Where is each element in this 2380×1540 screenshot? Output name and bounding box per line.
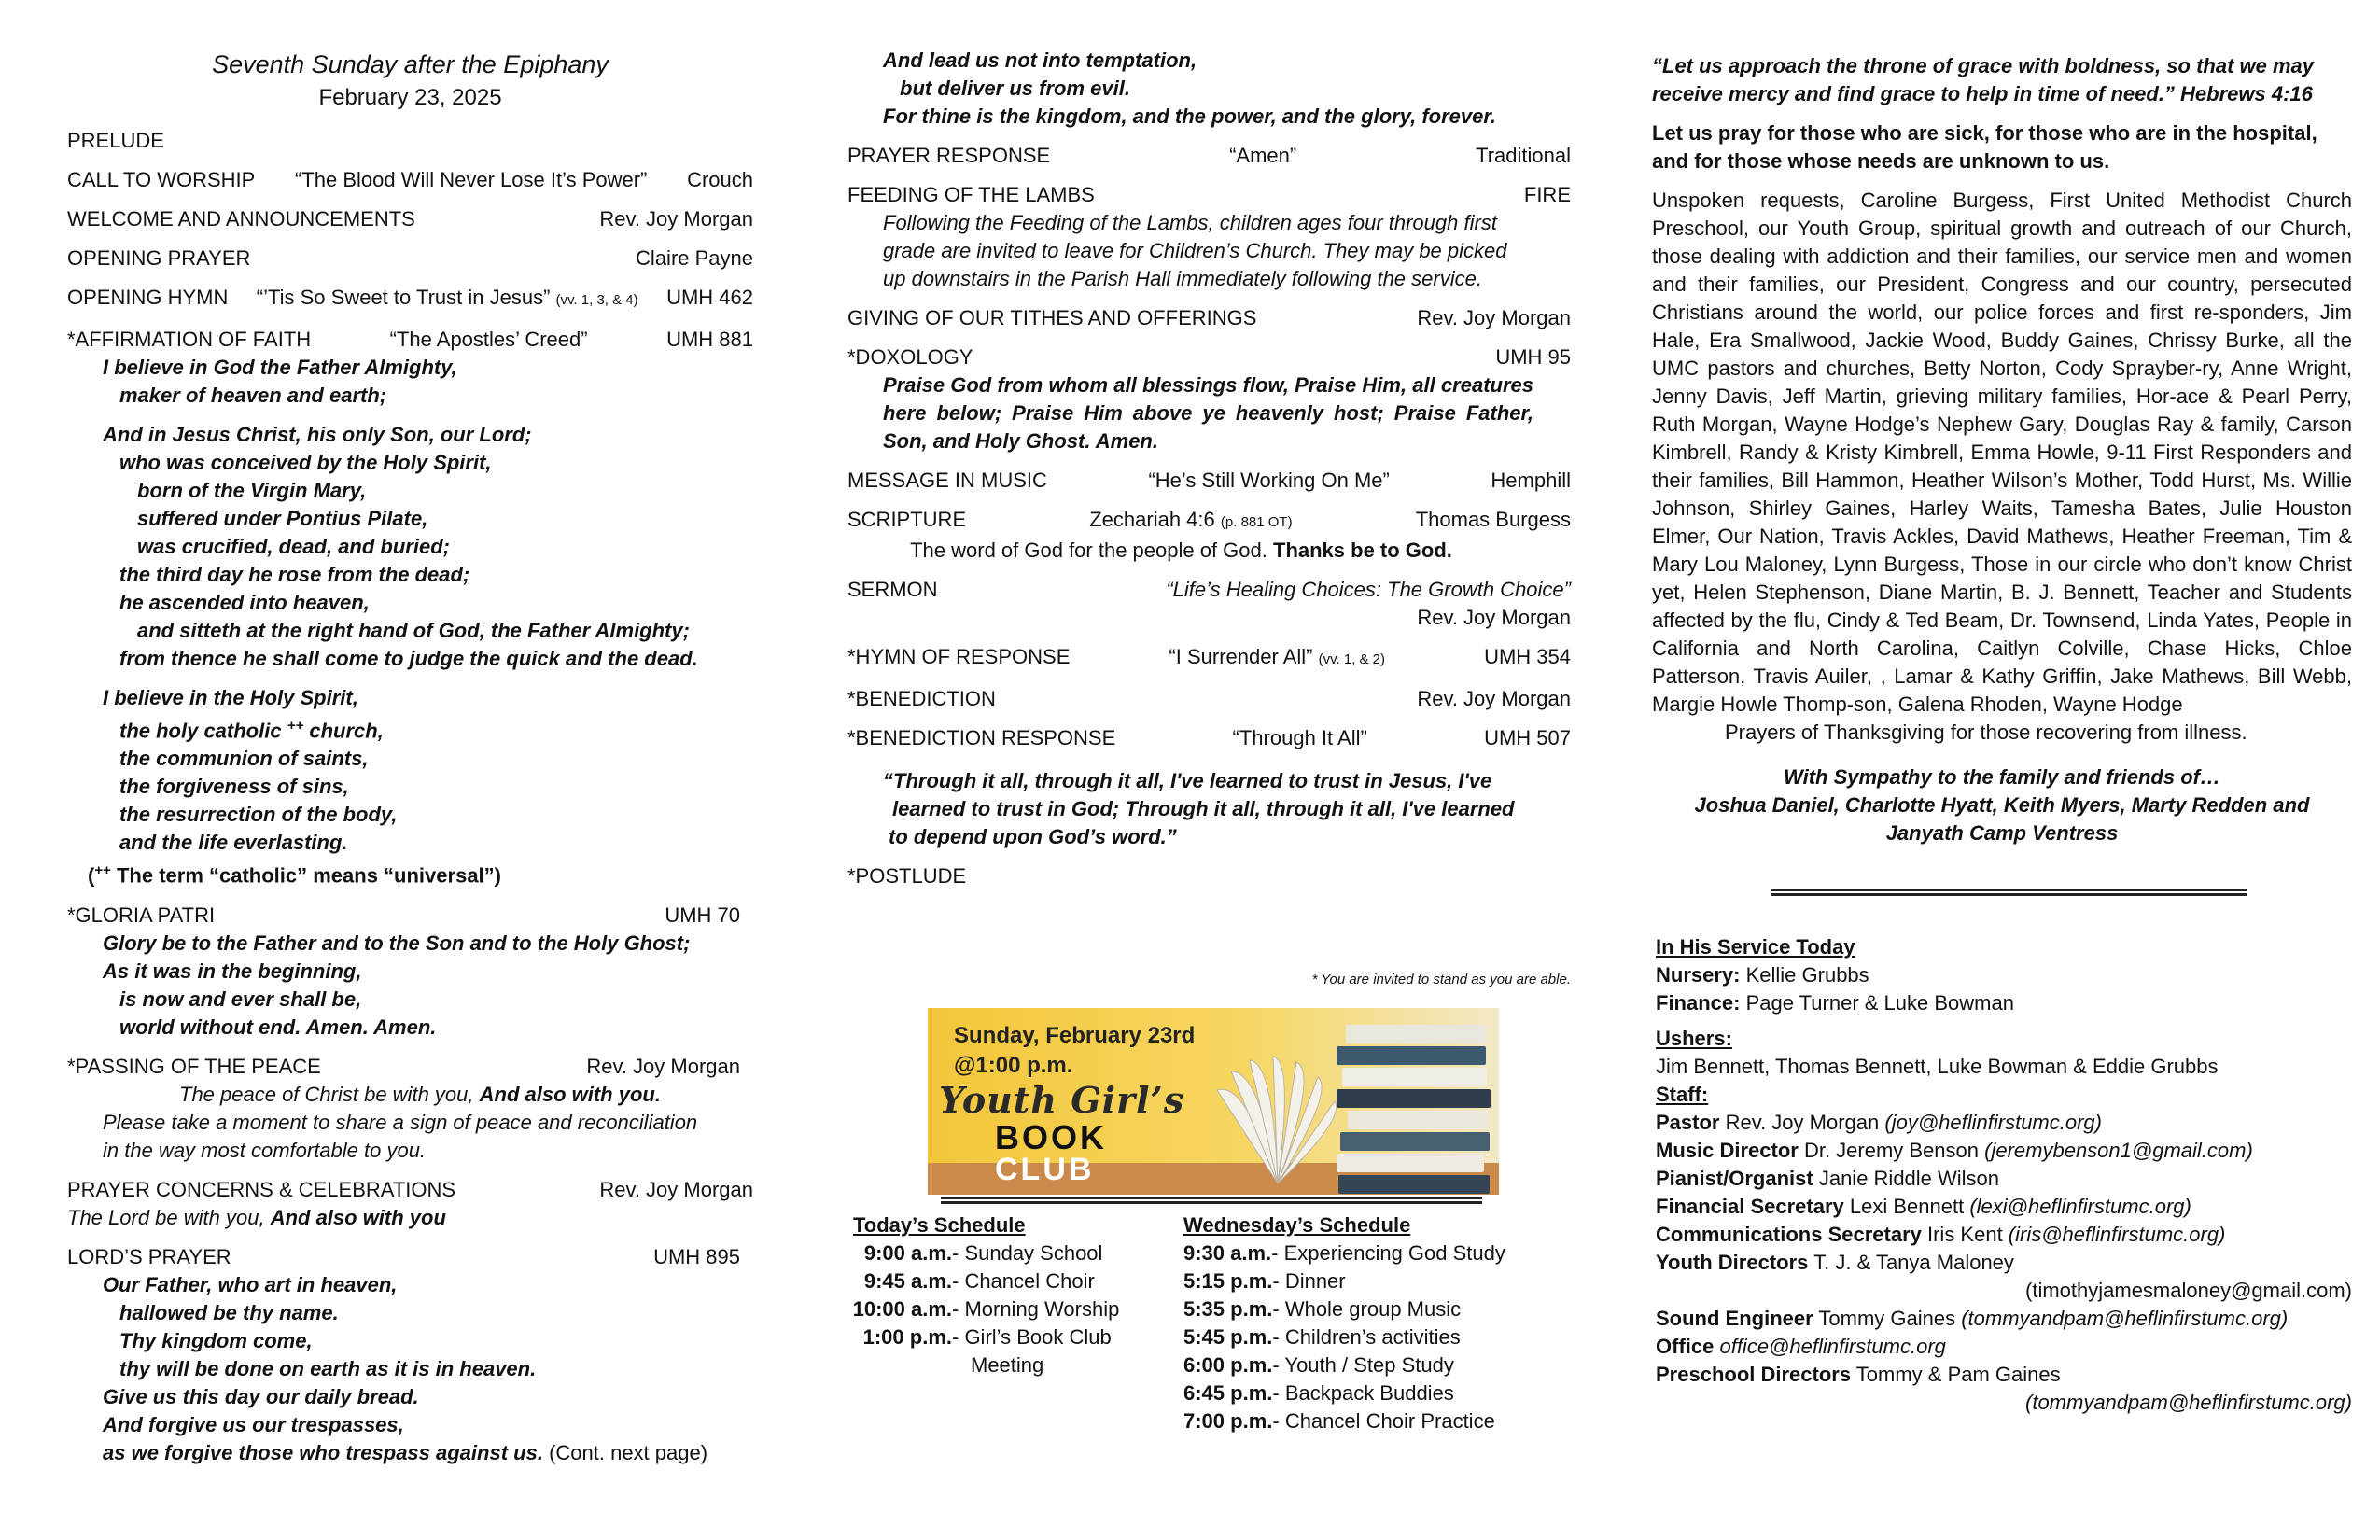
schedule-heading: Wednesday’s Schedule — [1183, 1213, 1411, 1237]
concerns-response: The Lord be with you, And also with you — [67, 1205, 446, 1229]
apostles-creed — [67, 354, 753, 890]
feeding-text: Following the Feeding of the Lambs, children ages four through first grade are invited to leave for Children’s Church. They may be picked up downstairs in the Parish Hall immediately following the service. — [883, 211, 1507, 290]
creed-line: And in Jesus Christ, his only Son, our Lord; — [103, 423, 532, 446]
creed-line: the forgiveness of sins, — [119, 775, 349, 799]
scripture — [847, 506, 1571, 537]
creed-line: the holy catholic ++ church, — [119, 718, 384, 743]
item-leader: Traditional — [1476, 144, 1571, 167]
schedule-item: 1:00 p.m. - Girl’s Book Club — [862, 1325, 1112, 1349]
schedule-item-wrap: Meeting — [971, 1353, 1044, 1377]
hymn-number: UMH 354 — [1484, 645, 1571, 668]
peace-response: The peace of Christ be with you, And also with you. — [179, 1082, 661, 1106]
item-title: “Through It All” — [1232, 726, 1367, 749]
section-heading: In His Service Today — [1656, 935, 1855, 959]
passing-of-peace — [67, 1053, 753, 1081]
hymn-of-response — [847, 643, 1571, 674]
sympathy-heading: With Sympathy to the family and friends of… — [1784, 765, 2220, 789]
wednesday-schedule — [1183, 1211, 1505, 1435]
item-title: “The Blood Will Never Lose It’s Power” — [294, 168, 648, 191]
doxology — [847, 343, 1571, 371]
schedule-item: 5:15 p.m. - Dinner — [1183, 1269, 1346, 1293]
schedule-item: 9:00 a.m. - Sunday School — [863, 1241, 1103, 1265]
staff-line: Sound Engineer Tommy Gaines (tommyandpam@heflinfirstumc.org) — [1656, 1307, 2289, 1330]
item-leader: Hemphill — [1491, 469, 1571, 492]
lords-prayer-continued: And lead us not into temptation, but deliver us from evil. For thine is the kingdom, and the power, and the glory, forever. — [883, 49, 1496, 128]
opening-prayer — [67, 245, 753, 273]
prayer-intro: Let us pray for those who are sick, for those who are in the hospital, and for those whose needs are unknown to us. — [1652, 121, 2317, 173]
stand-note: * You are invited to stand as you are able. — [1311, 972, 1571, 987]
sermon-title: “Life’s Healing Choices: The Growth Choice” — [1166, 578, 1571, 601]
preschool-email: (tommyandpam@heflinfirstumc.org) — [2025, 1391, 2352, 1414]
opening-hymn — [67, 284, 753, 315]
schedule-item: 7:00 p.m. - Chancel Choir Practice — [1183, 1409, 1495, 1433]
item-leader: Claire Payne — [636, 246, 753, 270]
hymn-number: UMH 70 — [665, 903, 740, 927]
staff-line: Music Director Dr. Jeremy Benson (jeremybenson1@gmail.com) — [1656, 1139, 2253, 1162]
hymn-number: UMH 895 — [653, 1244, 740, 1268]
hymn-number: UMH 95 — [1495, 345, 1571, 369]
call-to-worship — [67, 166, 753, 194]
item-label: *PASSING OF THE PEACE — [67, 1054, 321, 1078]
creed-line: he ascended into heaven, — [119, 591, 370, 614]
staff-line: Pianist/Organist Janie Riddle Wilson — [1656, 1167, 2000, 1190]
schedule-item: 6:00 p.m. - Youth / Step Study — [1183, 1353, 1454, 1377]
creed-line: I believe in God the Father Almighty, — [103, 356, 457, 379]
item-label: *AFFIRMATION OF FAITH — [67, 328, 312, 351]
postlude: *POSTLUDE — [847, 864, 967, 888]
item-label: FEEDING OF THE LAMBS — [847, 183, 1095, 206]
column-prayers-and-staff — [1652, 47, 2352, 1417]
item-label: GIVING OF OUR TITHES AND OFFERINGS — [847, 306, 1257, 329]
gloria-text: Glory be to the Father and to the Son and to the Holy Ghost; As it was in the beginning, is now and ever shall be, world without end. Amen. Amen. — [103, 931, 691, 1039]
item-label: *GLORIA PATRI — [67, 903, 216, 927]
banner-club: CLUB — [995, 1152, 1095, 1187]
message-in-music — [847, 467, 1571, 495]
item-label: *HYMN OF RESPONSE — [847, 645, 1071, 668]
hymn-verses: (vv. 1, & 2) — [1318, 651, 1386, 667]
creed-line: I believe in the Holy Spirit, — [103, 686, 358, 709]
creed-line: the third day he rose from the dead; — [119, 563, 470, 586]
item-title: “’Tis So Sweet to Trust in Jesus” — [256, 286, 551, 309]
item-leader: Crouch — [687, 168, 753, 191]
staff-line: Communications Secretary Iris Kent (iris@heflinfirstumc.org) — [1656, 1223, 2226, 1246]
divider — [1771, 889, 2247, 896]
today-schedule — [847, 1211, 1183, 1435]
catholic-footnote: (++ The term “catholic” means “universal”) — [88, 862, 501, 888]
peace-instruction: Please take a moment to share a sign of peace and reconciliation — [103, 1110, 698, 1134]
welcome-announcements — [67, 205, 753, 233]
item-label: SCRIPTURE — [847, 508, 967, 531]
banner-book: BOOK — [995, 1118, 1107, 1156]
lords-prayer-text: Our Father, who art in heaven, hallowed be thy name. Thy kingdom come, thy will be done on earth as it is in heaven. Give us this day our daily bread. And forgive us our trespasses, as we forgive those who trespass against us. (Cont. next page) — [103, 1272, 708, 1464]
benediction — [847, 685, 1571, 713]
gloria-patri — [67, 902, 753, 930]
item-title: “Amen” — [1229, 144, 1297, 167]
hymn-number: UMH 881 — [666, 328, 753, 351]
item-leader: Rev. Joy Morgan — [586, 1054, 740, 1078]
sermon — [847, 576, 1571, 604]
scripture-response: The word of God for the people of God. Thanks be to God. — [910, 539, 1452, 562]
lords-prayer — [67, 1243, 753, 1271]
staff-line: Youth Directors T. J. & Tanya Maloney — [1656, 1251, 2014, 1274]
ushers-list: Jim Bennett, Thomas Bennett, Luke Bowman & Eddie Grubbs — [1656, 1055, 2219, 1078]
finance-line: Finance: Page Turner & Luke Bowman — [1656, 991, 2014, 1015]
item-label: MESSAGE IN MUSIC — [847, 469, 1047, 492]
benediction-response — [847, 724, 1571, 752]
creed-line: and sitteth at the right hand of God, the Father Almighty; — [137, 619, 690, 642]
service-date: February 23, 2025 — [318, 85, 502, 110]
sympathy-names: Janyath Camp Ventress — [1885, 821, 2119, 845]
schedule-item: 5:45 p.m. - Children’s activities — [1183, 1325, 1461, 1349]
item-leader: Rev. Joy Morgan — [599, 207, 753, 231]
scripture-page: (p. 881 OT) — [1220, 514, 1293, 530]
benediction-lyrics: “Through it all, through it all, I've learned to trust in Jesus, I've learned to trust in God; Through it all, through it all, I've learned to depend upon God’s word.” — [883, 769, 1515, 848]
creed-line: the resurrection of the body, — [119, 803, 398, 827]
prelude: PRELUDE — [67, 129, 164, 152]
service-today — [1652, 933, 2352, 1417]
hymn-number: UMH 462 — [666, 286, 753, 309]
item-label: PRAYER CONCERNS & CELEBRATIONS — [67, 1177, 456, 1201]
staff-line: Preschool Directors Tommy & Pam Gaines — [1656, 1363, 2061, 1386]
footnote-mark: ++ — [287, 718, 304, 734]
creed-line: maker of heaven and earth; — [119, 384, 387, 407]
banner-script-title: Youth Girl’s — [939, 1079, 1185, 1121]
creed-line: from thence he shall come to judge the quick and the dead. — [119, 647, 698, 670]
thanksgiving-note: Prayers of Thanksgiving for those recovering from illness. — [1725, 721, 2247, 744]
section-heading: Ushers: — [1656, 1027, 1732, 1050]
schedule-item: 10:00 a.m. - Morning Worship — [852, 1297, 1120, 1321]
item-leader: Rev. Joy Morgan — [1417, 306, 1571, 329]
book-stack-icon — [1337, 1025, 1495, 1195]
affirmation-of-faith — [67, 326, 753, 354]
item-title: “The Apostles’ Creed” — [389, 328, 588, 351]
item-label: CALL TO WORSHIP — [67, 168, 256, 191]
sympathy-names: Joshua Daniel, Charlotte Hyatt, Keith Myers, Marty Redden and — [1694, 793, 2310, 817]
creed-line: was crucified, dead, and buried; — [137, 535, 450, 558]
creed-line: born of the Virgin Mary, — [137, 479, 367, 502]
feeding-of-lambs — [847, 181, 1571, 209]
continued-note: (Cont. next page) — [549, 1440, 708, 1464]
peace-instruction: in the way most comfortable to you. — [103, 1138, 427, 1162]
youth-email: (timothyjamesmaloney@gmail.com) — [2025, 1279, 2352, 1302]
page-title: Seventh Sunday after the Epiphany — [212, 50, 609, 78]
schedule-item: 6:45 p.m. - Backpack Buddies — [1183, 1381, 1454, 1405]
scripture-verse: “Let us approach the throne of grace with boldness, so that we may receive mercy and find grace to help in time of need.” Hebrews 4:16 — [1652, 54, 2315, 105]
column-order-of-worship — [67, 47, 753, 1467]
schedule-heading: Today’s Schedule — [853, 1213, 1026, 1237]
nursery-line: Nursery: Kellie Grubbs — [1656, 963, 1869, 987]
item-label: OPENING HYMN — [67, 286, 229, 309]
book-club-banner — [928, 1008, 1499, 1195]
prayer-concerns — [67, 1176, 753, 1204]
item-label: SERMON — [847, 578, 938, 601]
divider — [941, 1197, 1482, 1204]
prayer-requests: Unspoken requests, Caroline Burgess, First United Methodist Church Preschool, our Youth Group, spiritual growth and outreach of our Church, those dealing with addiction and their families, our service men and women and their families, our President, Congress and our country, persecuted Christians around the world, our police forces and first re-sponders, Jim Hale, Era Smallwood, Jackie Wood, Buddy Gaines, Chrissy Burke, all the UMC pastors and churches, Betty Norton, Cody Sprayber-ry, Anne Wright, Jenny Davis, Jeff Martin, grieving military families, Hor-ace & Pearl Perry, Ruth Morgan, Wayne Hodge’s Nephew Gary, Douglas Ray & family, Carson Kimbrell, Randy & Kristy Kimbrell, Emma Howle, 9-11 First Responders and their families, Bill Hammon, Heather Wilson’s Mother, Todd Hurst, Ms. Willie Johnson, Shirley Gaines, Harley Waits, Tamesha Bates, Julie Houston Elmer, Our Nation, Travis Ackles, David Mathews, Heather Freeman, Tim & Mary Lou Maloney, Lynn Burgess, Those in our circle who don’t know Christ yet, Helen Stephenson, Diane Martin, B. J. Bennett, Teacher and Students affected by the flu, Cindy & Ted Beam, Dr. Townsend, Linda Yates, People in California and North Carolina, Caitlyn Colville, Chase Hicks, Chloe Patterson, Travis Auiler, , Lamar & Kathy Griffin, Jake Mathews, Bill Webb, Margie Howle Thomp-son, Galena Rhoden, Wayne Hodge — [1652, 189, 2352, 716]
creed-line: the communion of saints, — [119, 747, 369, 771]
schedule-item: 9:30 a.m. - Experiencing God Study — [1183, 1241, 1505, 1265]
doxology-text: Praise God from whom all blessings flow, Praise Him, all creatures here below; Praise Him above ye heavenly host; Praise Father, Son, and Holy Ghost. Amen. — [883, 373, 1533, 453]
schedules — [847, 1211, 1571, 1435]
schedule-item: 5:35 p.m. - Whole group Music — [1183, 1297, 1462, 1321]
item-label: OPENING PRAYER — [67, 246, 251, 270]
item-label: WELCOME AND ANNOUNCEMENTS — [67, 207, 415, 231]
scripture-reference: Zechariah 4:6 — [1089, 508, 1215, 531]
column-order-continued — [847, 47, 1571, 1435]
item-title: “He’s Still Working On Me” — [1148, 469, 1390, 492]
hymn-verses: (vv. 1, 3, & 4) — [555, 292, 638, 308]
prayer-response — [847, 142, 1571, 170]
creed-line: suffered under Pontius Pilate, — [137, 507, 428, 530]
item-label: LORD’S PRAYER — [67, 1244, 231, 1268]
item-reader: Thomas Burgess — [1415, 508, 1571, 531]
staff-line: Pastor Rev. Joy Morgan (joy@heflinfirstumc.org) — [1656, 1111, 2102, 1134]
item-label: *DOXOLOGY — [847, 345, 973, 369]
staff-line: Office office@heflinfirstumc.org — [1656, 1335, 1946, 1358]
staff-line: Financial Secretary Lexi Bennett (lexi@heflinfirstumc.org) — [1656, 1195, 2191, 1218]
item-label: *BENEDICTION — [847, 687, 996, 710]
item-label: PRAYER RESPONSE — [847, 144, 1051, 167]
item-label: *BENEDICTION RESPONSE — [847, 726, 1116, 749]
schedule-item: 9:45 a.m. - Chancel Choir — [863, 1269, 1095, 1293]
creed-line: who was conceived by the Holy Spirit, — [119, 451, 492, 474]
tithes-offerings — [847, 304, 1571, 332]
item-leader: Rev. Joy Morgan — [1417, 687, 1571, 710]
banner-date: Sunday, February 23rd @1:00 p.m. — [954, 1023, 1196, 1078]
item-leader: Rev. Joy Morgan — [599, 1177, 753, 1201]
creed-line: and the life everlasting. — [119, 831, 348, 855]
section-heading: Staff: — [1656, 1083, 1709, 1106]
hymn-number: UMH 507 — [1484, 726, 1571, 749]
item-title: “I Surrender All” — [1169, 645, 1313, 668]
preacher: Rev. Joy Morgan — [1417, 606, 1571, 629]
item-leader: FIRE — [1523, 183, 1571, 206]
open-book-icon — [1208, 1053, 1348, 1193]
